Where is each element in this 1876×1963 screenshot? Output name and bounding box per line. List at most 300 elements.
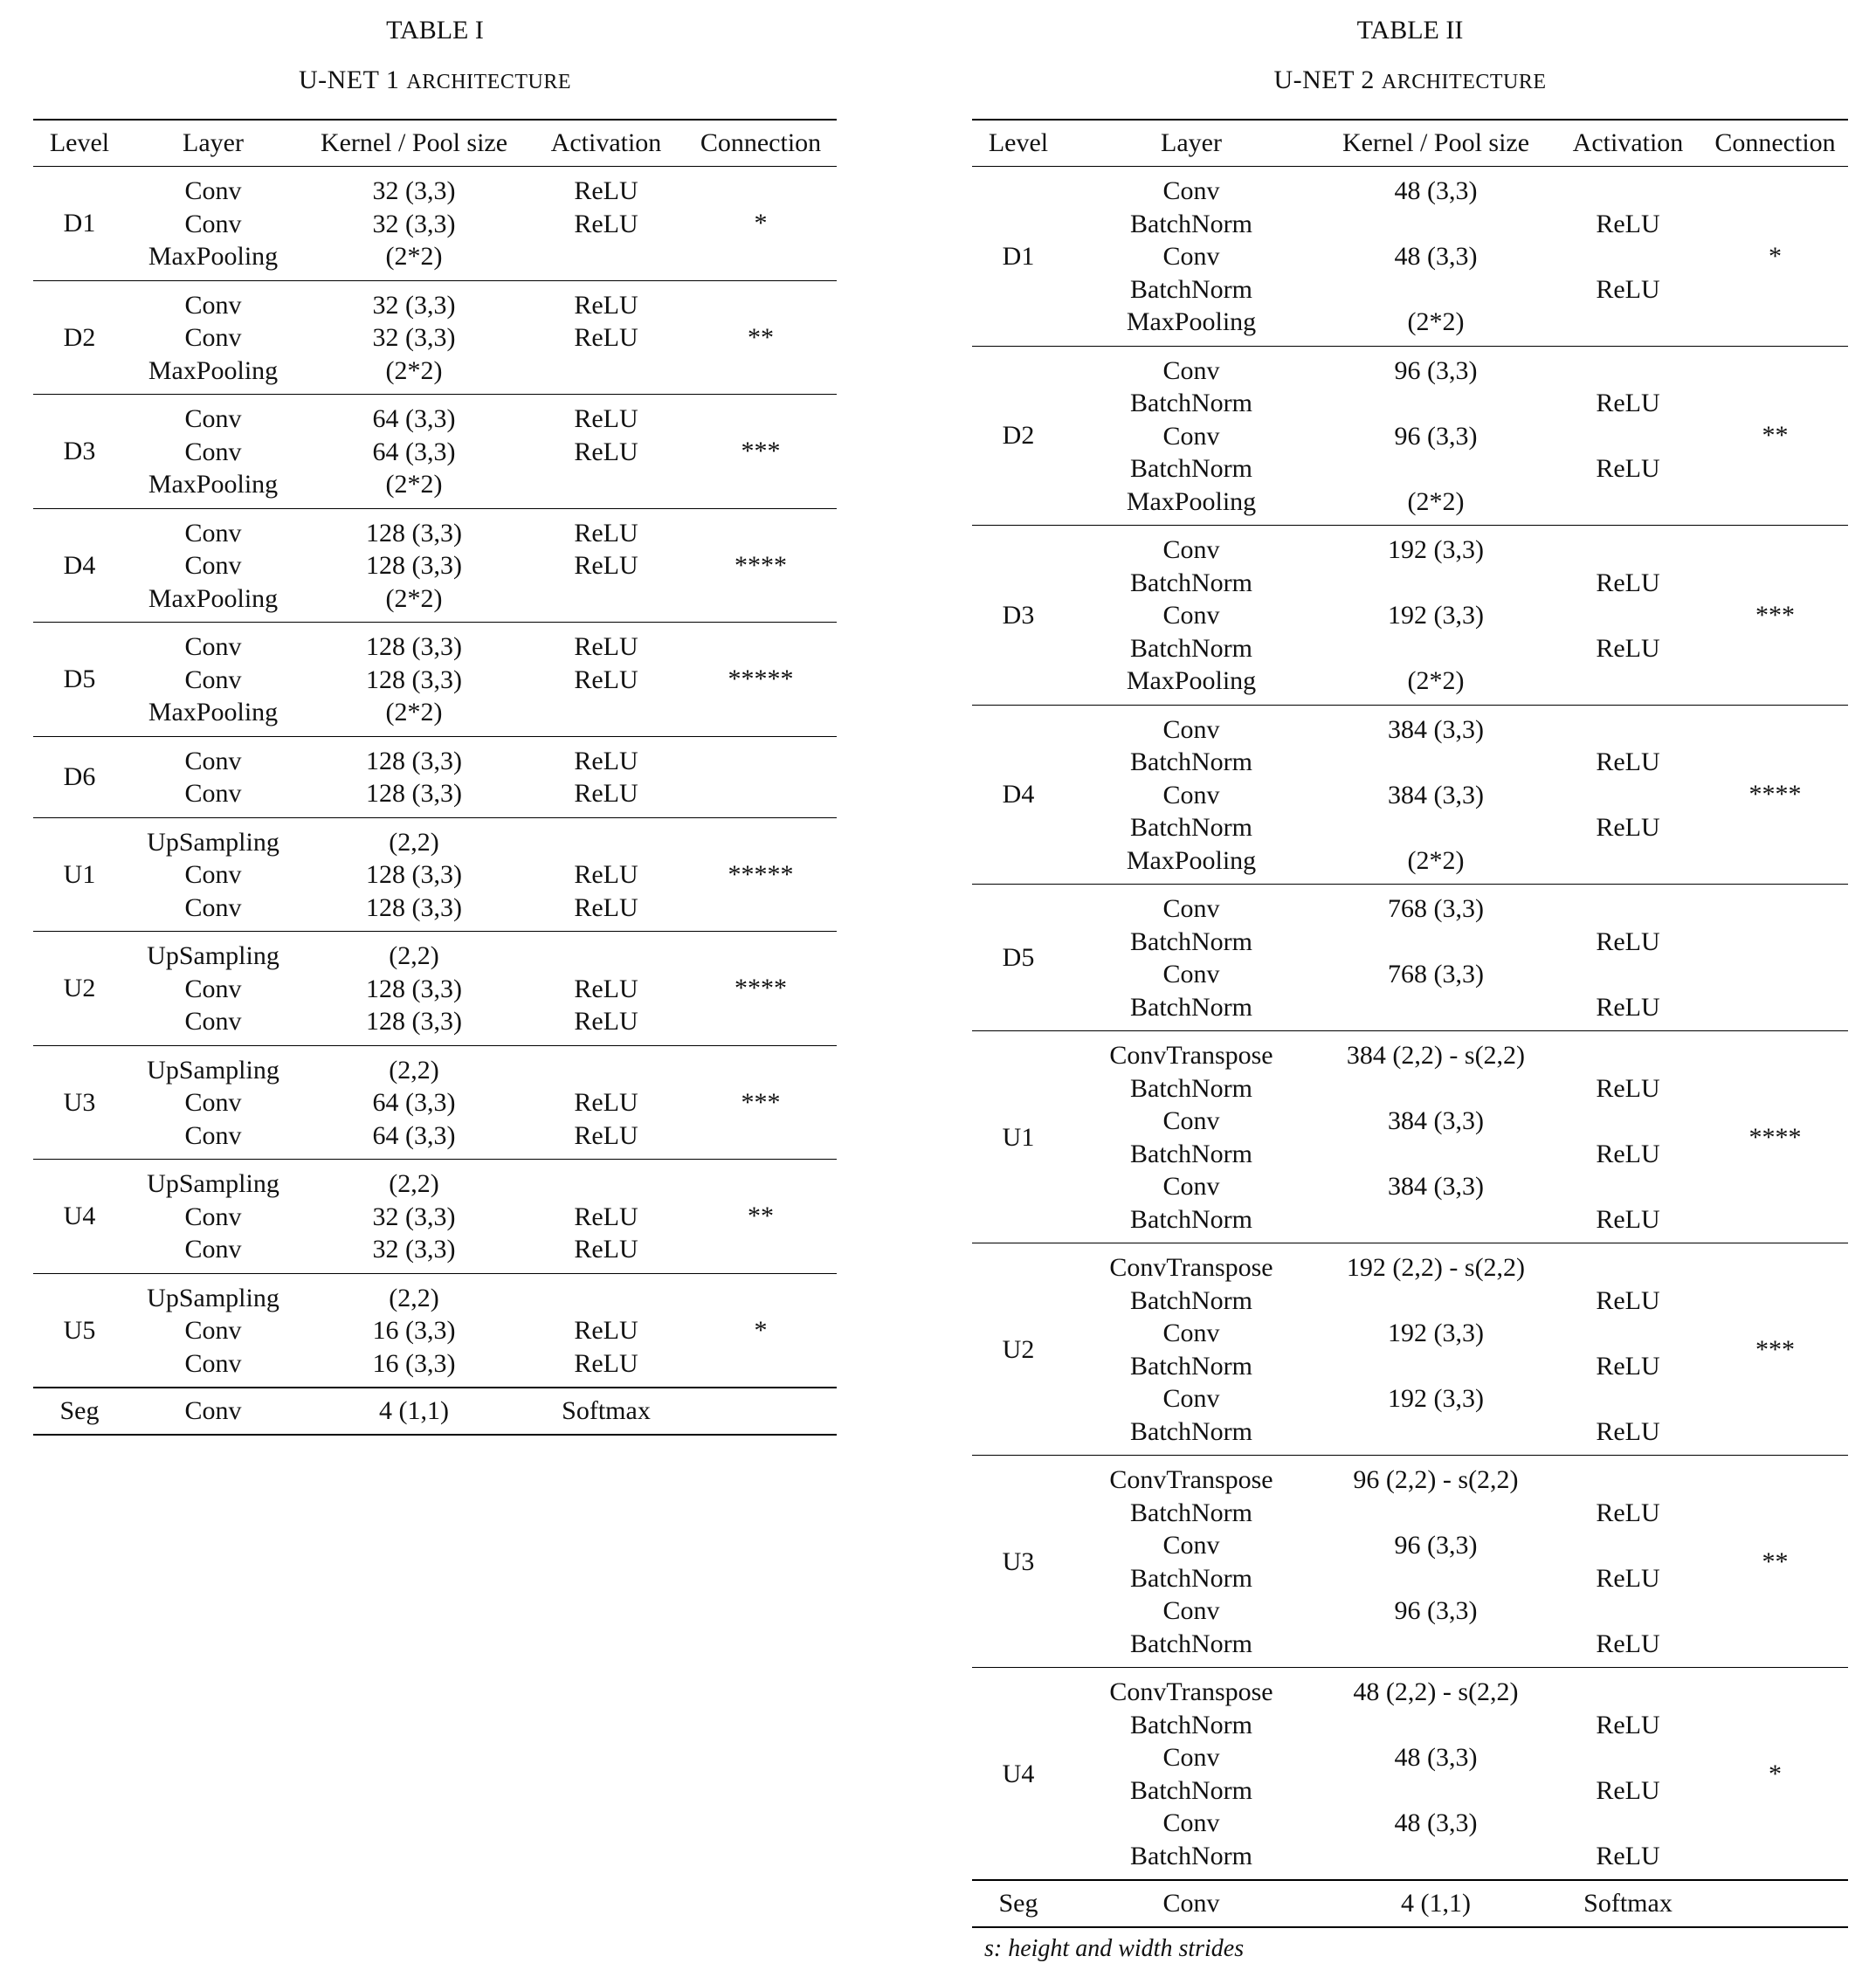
kernel-cell	[300, 736, 528, 817]
layer-entry: ConvTranspose	[1109, 1041, 1273, 1070]
kernel-entry	[1318, 1138, 1554, 1171]
kernel-entry: 384 (3,3)	[1388, 714, 1484, 744]
layer-cell	[1065, 526, 1318, 706]
activation-cell	[1554, 346, 1702, 526]
layer-entry: BatchNorm	[1130, 992, 1252, 1022]
layer-entry: Conv	[184, 632, 242, 661]
level-cell: D4	[972, 705, 1065, 885]
layer-entry: BatchNorm	[1130, 747, 1252, 776]
activation-entry: ReLU	[574, 892, 638, 922]
activation-entry	[528, 1054, 685, 1087]
activation-entry	[1554, 1170, 1702, 1203]
level-cell: D2	[972, 346, 1065, 526]
table-1-block	[33, 0, 837, 1436]
level-group-u4	[33, 1160, 837, 1274]
kernel-entry	[1318, 1497, 1554, 1530]
seg-level-cell: Seg	[33, 1388, 126, 1435]
layer-entry: Conv	[184, 551, 242, 580]
activation-entry	[1554, 1382, 1702, 1415]
layer-entry: Conv	[1162, 1106, 1220, 1135]
kernel-cell	[300, 508, 528, 623]
activation-cell	[1554, 1456, 1702, 1668]
connection-cell: *****	[685, 623, 837, 737]
activation-cell	[528, 508, 685, 623]
level-group-u3	[972, 1456, 1848, 1668]
connection-cell: ****	[685, 932, 837, 1046]
layer-entry: MaxPooling	[148, 355, 279, 385]
connection-cell: ***	[685, 395, 837, 509]
layer-cell	[126, 817, 300, 932]
layer-entry: Conv	[1162, 1384, 1220, 1413]
activation-entry	[1554, 1595, 1702, 1628]
kernel-entry: (2,2)	[389, 941, 439, 970]
connection-cell: **	[1702, 1456, 1848, 1668]
layer-entry: BatchNorm	[1130, 1841, 1252, 1870]
activation-entry	[1554, 306, 1702, 339]
level-cell: D6	[33, 736, 126, 817]
table-2-body	[972, 167, 1848, 1928]
layer-entry: Conv	[1162, 601, 1220, 630]
segmentation-row	[33, 1388, 837, 1435]
connection-cell: ****	[1702, 705, 1848, 885]
kernel-entry: 128 (3,3)	[366, 518, 462, 548]
layer-entry: BatchNorm	[1130, 1629, 1252, 1658]
layer-entry: UpSampling	[147, 941, 279, 970]
activation-entry: ReLU	[1596, 1285, 1660, 1315]
level-group-d5	[33, 623, 837, 737]
layer-entry: Conv	[184, 323, 242, 352]
seg-connection-cell	[685, 1388, 837, 1435]
kernel-entry	[1318, 1350, 1554, 1383]
layer-entry: BatchNorm	[1130, 274, 1252, 304]
kernel-entry	[1318, 811, 1554, 844]
kernel-entry: (2,2)	[389, 1169, 439, 1198]
level-group-d1	[972, 167, 1848, 347]
layer-entry: Conv	[184, 1235, 242, 1264]
seg-level-cell: Seg	[972, 1880, 1065, 1927]
kernel-entry: 48 (2,2) - s(2,2)	[1353, 1677, 1519, 1706]
activation-entry: ReLU	[574, 1202, 638, 1231]
layer-entry: BatchNorm	[1130, 813, 1252, 842]
layer-entry: BatchNorm	[1130, 1775, 1252, 1805]
activation-entry: ReLU	[574, 779, 638, 808]
kernel-cell	[1318, 705, 1554, 885]
layer-entry: Conv	[1162, 1743, 1220, 1772]
activation-entry: ReLU	[1596, 633, 1660, 663]
level-cell: U5	[33, 1273, 126, 1388]
kernel-entry: 32 (3,3)	[372, 290, 456, 320]
level-cell: U2	[972, 1243, 1065, 1456]
kernel-entry	[1318, 387, 1554, 420]
activation-entry: ReLU	[574, 209, 638, 238]
activation-entry: ReLU	[1596, 1073, 1660, 1103]
kernel-entry: 128 (3,3)	[366, 665, 462, 694]
activation-cell	[1554, 526, 1702, 706]
activation-entry	[1554, 713, 1702, 747]
kernel-cell	[300, 395, 528, 509]
level-group-u2	[972, 1243, 1848, 1456]
kernel-entry: 128 (3,3)	[366, 551, 462, 580]
connection-cell	[1702, 885, 1848, 1031]
kernel-entry: 32 (3,3)	[372, 176, 456, 205]
layer-entry: Conv	[1162, 1531, 1220, 1560]
activation-entry: ReLU	[1596, 1710, 1660, 1739]
activation-entry: ReLU	[1596, 1351, 1660, 1381]
activation-entry: ReLU	[574, 1316, 638, 1345]
kernel-entry: 64 (3,3)	[372, 437, 456, 466]
header-activation: Activation	[528, 120, 685, 167]
kernel-entry: 64 (3,3)	[372, 1120, 456, 1150]
activation-entry	[1554, 420, 1702, 453]
connection-cell: *	[1702, 1668, 1848, 1881]
layer-entry: BatchNorm	[1130, 633, 1252, 663]
header-connection: Connection	[685, 120, 837, 167]
layer-entry: Conv	[184, 176, 242, 205]
activation-entry: ReLU	[574, 1088, 638, 1117]
kernel-entry: 32 (3,3)	[372, 209, 456, 238]
layer-entry: MaxPooling	[1126, 486, 1257, 516]
layer-cell	[126, 1160, 300, 1274]
level-cell: U4	[33, 1160, 126, 1274]
activation-entry: ReLU	[1596, 1775, 1660, 1805]
activation-entry	[1554, 1676, 1702, 1709]
layer-entry: MaxPooling	[148, 698, 279, 727]
table-1-number: TABLE I	[386, 16, 484, 45]
layer-entry: MaxPooling	[1126, 845, 1257, 875]
table-1-body	[33, 167, 837, 1436]
layer-entry: BatchNorm	[1130, 1139, 1252, 1168]
layer-entry: MaxPooling	[148, 583, 279, 613]
seg-kernel-cell: 4 (1,1)	[1318, 1880, 1554, 1927]
layer-entry: Conv	[184, 892, 242, 922]
connection-cell: *****	[685, 817, 837, 932]
kernel-entry: 16 (3,3)	[372, 1316, 456, 1345]
kernel-entry: 96 (3,3)	[1394, 1596, 1478, 1625]
activation-entry: ReLU	[1596, 747, 1660, 776]
kernel-entry: (2,2)	[389, 1055, 439, 1085]
activation-entry	[1554, 1251, 1702, 1285]
kernel-entry: 192 (3,3)	[1388, 1384, 1484, 1413]
activation-entry	[1554, 1105, 1702, 1138]
kernel-cell	[300, 280, 528, 395]
kernel-entry: 384 (3,3)	[1388, 780, 1484, 809]
layer-entry: Conv	[1162, 242, 1220, 271]
kernel-cell	[1318, 1243, 1554, 1456]
activation-cell	[528, 1045, 685, 1160]
layer-entry: UpSampling	[147, 1283, 279, 1312]
kernel-entry	[1318, 1709, 1554, 1742]
activation-cell	[528, 932, 685, 1046]
layer-cell	[1065, 1668, 1318, 1881]
kernel-entry	[1318, 1774, 1554, 1808]
layer-entry: BatchNorm	[1130, 1498, 1252, 1527]
activation-entry: ReLU	[1596, 1416, 1660, 1446]
level-group-d2	[33, 280, 837, 395]
activation-entry	[1554, 240, 1702, 273]
activation-entry: ReLU	[574, 1120, 638, 1150]
level-cell: D4	[33, 508, 126, 623]
kernel-entry: (2*2)	[1407, 307, 1465, 336]
layer-entry: BatchNorm	[1130, 926, 1252, 956]
layer-entry: Conv	[184, 1348, 242, 1378]
activation-entry: ReLU	[574, 665, 638, 694]
activation-entry: ReLU	[574, 746, 638, 775]
kernel-entry	[1318, 208, 1554, 241]
kernel-entry	[1318, 991, 1554, 1024]
layer-entry: Conv	[184, 779, 242, 808]
connection-cell: ****	[685, 508, 837, 623]
kernel-entry: (2*2)	[1407, 666, 1465, 695]
layer-entry: BatchNorm	[1130, 1416, 1252, 1446]
activation-entry: ReLU	[574, 1348, 638, 1378]
table-2-title-main: U-NET 2	[1273, 65, 1382, 94]
kernel-entry: (2*2)	[385, 583, 443, 613]
layer-cell	[126, 395, 300, 509]
layer-cell	[1065, 705, 1318, 885]
kernel-entry: 128 (3,3)	[366, 746, 462, 775]
kernel-cell	[300, 1273, 528, 1388]
activation-entry: ReLU	[1596, 389, 1660, 417]
layer-entry: Conv	[184, 1120, 242, 1150]
kernel-entry: 192 (2,2) - s(2,2)	[1346, 1253, 1526, 1282]
connection-cell	[685, 736, 837, 817]
kernel-cell	[300, 1045, 528, 1160]
layer-entry: Conv	[184, 290, 242, 320]
layer-entry: BatchNorm	[1130, 209, 1252, 238]
kernel-entry	[1318, 1415, 1554, 1449]
header-kernel: Kernel / Pool size	[1318, 120, 1554, 167]
activation-cell	[528, 736, 685, 817]
activation-entry	[1554, 599, 1702, 632]
table-1	[33, 119, 837, 1436]
activation-cell	[1554, 1668, 1702, 1881]
table-2-header-row	[972, 120, 1848, 167]
seg-layer-cell: Conv	[1065, 1880, 1318, 1927]
seg-layer-cell: Conv	[126, 1388, 300, 1435]
layer-entry: Conv	[1162, 176, 1220, 205]
kernel-cell	[1318, 167, 1554, 347]
kernel-entry: (2*2)	[385, 355, 443, 385]
connection-cell: ****	[1702, 1031, 1848, 1243]
kernel-entry: 16 (3,3)	[372, 1348, 456, 1378]
level-cell: U3	[33, 1045, 126, 1160]
connection-cell: ***	[685, 1045, 837, 1160]
activation-entry	[1554, 1741, 1702, 1774]
level-group-d1	[33, 167, 837, 281]
kernel-entry: (2*2)	[1407, 486, 1465, 516]
layer-entry: Conv	[184, 860, 242, 889]
kernel-entry: 64 (3,3)	[372, 404, 456, 433]
activation-cell	[528, 817, 685, 932]
kernel-cell	[1318, 1031, 1554, 1243]
layer-entry: BatchNorm	[1130, 1285, 1252, 1315]
activation-cell	[528, 395, 685, 509]
kernel-entry: 48 (3,3)	[1394, 242, 1478, 271]
layer-entry: BatchNorm	[1130, 1563, 1252, 1593]
kernel-entry: 48 (3,3)	[1394, 1743, 1478, 1772]
activation-entry	[528, 1167, 685, 1201]
table-2-title	[972, 67, 1848, 99]
kernel-cell	[300, 623, 528, 737]
kernel-entry: 64 (3,3)	[372, 1088, 456, 1117]
level-cell: D5	[33, 623, 126, 737]
activation-entry: ReLU	[1596, 1841, 1660, 1870]
connection-cell: **	[1702, 346, 1848, 526]
kernel-entry: (2,2)	[389, 1283, 439, 1312]
kernel-entry: 768 (3,3)	[1388, 894, 1484, 923]
activation-entry: ReLU	[574, 1235, 638, 1264]
layer-entry: BatchNorm	[1130, 1073, 1252, 1103]
activation-entry: ReLU	[1596, 1204, 1660, 1234]
header-layer: Layer	[1065, 120, 1318, 167]
kernel-entry: 192 (3,3)	[1388, 535, 1484, 564]
kernel-entry: 32 (3,3)	[372, 1235, 456, 1264]
connection-cell: **	[685, 280, 837, 395]
seg-kernel-cell: 4 (1,1)	[300, 1388, 528, 1435]
activation-entry	[528, 940, 685, 973]
layer-entry: Conv	[184, 437, 242, 466]
activation-entry	[1554, 958, 1702, 991]
layer-entry: Conv	[1162, 960, 1220, 988]
level-group-d3	[972, 526, 1848, 706]
activation-entry	[1554, 175, 1702, 208]
header-activation: Activation	[1554, 120, 1702, 167]
kernel-entry	[1318, 567, 1554, 600]
activation-entry	[528, 240, 685, 273]
level-cell: D1	[63, 209, 96, 238]
layer-cell	[126, 508, 300, 623]
level-cell: D3	[33, 395, 126, 509]
layer-entry: Conv	[1162, 355, 1220, 385]
activation-entry: ReLU	[574, 632, 638, 661]
connection-cell: ***	[1702, 526, 1848, 706]
layer-entry: MaxPooling	[1126, 307, 1257, 336]
layer-entry: Conv	[184, 1088, 242, 1117]
activation-cell	[528, 280, 685, 395]
layer-entry: MaxPooling	[1126, 666, 1257, 695]
activation-entry	[1554, 1317, 1702, 1350]
kernel-entry: 128 (3,3)	[366, 779, 462, 808]
activation-entry	[1554, 355, 1702, 388]
activation-entry	[528, 1282, 685, 1315]
layer-entry: Conv	[1162, 780, 1220, 809]
activation-cell	[528, 1160, 685, 1274]
table-1-title-smallcaps: ARCHITECTURE	[406, 71, 572, 93]
kernel-cell	[1318, 1456, 1554, 1668]
kernel-entry: (2*2)	[385, 242, 443, 271]
layer-entry: Conv	[184, 404, 242, 433]
kernel-entry: 128 (3,3)	[366, 860, 462, 889]
header-layer: Layer	[126, 120, 300, 167]
activation-entry	[1554, 1464, 1702, 1497]
activation-entry: ReLU	[1596, 992, 1660, 1022]
connection-cell: *	[685, 1273, 837, 1388]
header-level: Level	[33, 120, 126, 167]
layer-entry: MaxPooling	[148, 470, 279, 499]
layer-entry: Conv	[184, 518, 242, 548]
activation-entry: ReLU	[574, 404, 638, 433]
seg-activation-cell: Softmax	[1554, 1880, 1702, 1927]
layer-entry: UpSampling	[147, 827, 279, 857]
activation-entry: ReLU	[574, 1007, 638, 1036]
level-group-u1	[972, 1031, 1848, 1243]
kernel-entry: 96 (2,2) - s(2,2)	[1353, 1465, 1519, 1494]
activation-entry	[1554, 844, 1702, 878]
kernel-entry: 768 (3,3)	[1388, 960, 1484, 988]
header-level: Level	[972, 120, 1065, 167]
connection-cell: *	[1769, 241, 1782, 271]
kernel-cell	[1318, 1668, 1554, 1881]
layer-cell	[1065, 346, 1318, 526]
kernel-entry: (2,2)	[389, 827, 439, 857]
level-cell: U4	[972, 1668, 1065, 1881]
level-group-d6	[33, 736, 837, 817]
activation-cell	[1554, 167, 1702, 347]
kernel-cell	[1318, 346, 1554, 526]
kernel-entry: 48 (3,3)	[1394, 1808, 1478, 1837]
kernel-entry: (2*2)	[1407, 845, 1465, 875]
activation-entry: ReLU	[574, 860, 638, 889]
kernel-entry: 96 (3,3)	[1394, 355, 1478, 385]
layer-entry: Conv	[184, 746, 242, 775]
layer-entry: BatchNorm	[1130, 1351, 1252, 1381]
layer-cell	[1065, 1243, 1318, 1456]
kernel-entry: 384 (3,3)	[1388, 1106, 1484, 1135]
kernel-entry	[1318, 1840, 1554, 1873]
kernel-entry	[1318, 1072, 1554, 1105]
activation-entry	[1554, 1039, 1702, 1072]
layer-cell	[126, 932, 300, 1046]
kernel-entry: 384 (3,3)	[1388, 1172, 1484, 1201]
table-1-title	[33, 67, 837, 99]
layer-entry: BatchNorm	[1130, 1204, 1252, 1234]
activation-entry	[528, 582, 685, 616]
level-group-u4	[972, 1668, 1848, 1881]
seg-connection-cell	[1702, 1880, 1848, 1927]
layer-entry: BatchNorm	[1130, 1710, 1252, 1739]
activation-entry	[1554, 486, 1702, 519]
layer-entry: MaxPooling	[148, 242, 279, 271]
level-group-u1	[33, 817, 837, 932]
activation-entry: ReLU	[574, 437, 638, 466]
kernel-entry: (2*2)	[385, 698, 443, 727]
level-group-d3	[33, 395, 837, 509]
layer-cell	[126, 1273, 300, 1388]
kernel-entry	[1318, 452, 1554, 486]
segmentation-row	[972, 1880, 1848, 1927]
layer-cell	[1065, 885, 1318, 1031]
layer-entry: Conv	[184, 974, 242, 1003]
activation-entry: ReLU	[1596, 1139, 1660, 1168]
layer-entry: UpSampling	[147, 1169, 279, 1198]
activation-cell	[1554, 705, 1702, 885]
connection-cell: *	[754, 209, 768, 238]
kernel-entry	[1318, 273, 1554, 307]
activation-entry	[528, 696, 685, 729]
kernel-entry	[1318, 926, 1554, 959]
level-cell: U1	[972, 1031, 1065, 1243]
layer-entry: Conv	[1162, 421, 1220, 451]
activation-entry	[528, 355, 685, 388]
activation-cell	[1554, 885, 1702, 1031]
activation-entry: ReLU	[1596, 274, 1660, 304]
kernel-entry	[1318, 632, 1554, 665]
table-2-footnote: s: height and width strides	[984, 1935, 1245, 1962]
kernel-entry: 32 (3,3)	[372, 1202, 456, 1231]
table-2	[972, 119, 1848, 1928]
kernel-entry	[1318, 1285, 1554, 1318]
kernel-entry: 48 (3,3)	[1394, 176, 1478, 205]
